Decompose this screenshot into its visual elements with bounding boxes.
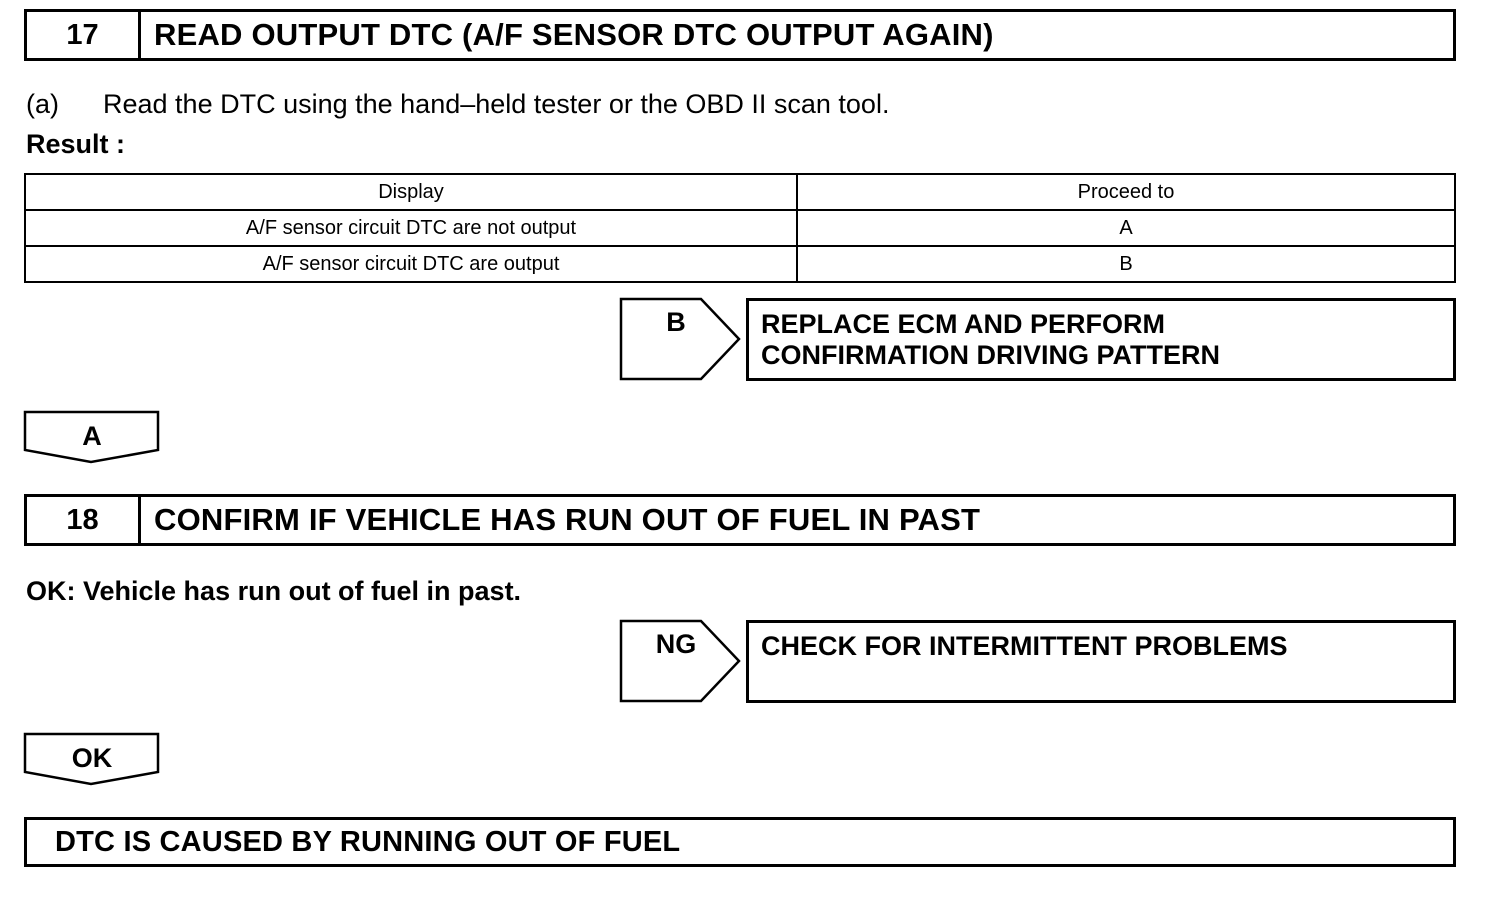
step-18-number: 18	[27, 497, 141, 543]
replace-ecm-action-box	[746, 298, 1456, 381]
table-cell-proceed: A	[797, 210, 1455, 246]
instruction-text: Read the DTC using the hand–held tester or the OBD II scan tool.	[103, 89, 890, 119]
check-intermittent-text: CHECK FOR INTERMITTENT PROBLEMS	[761, 631, 1288, 661]
table-row	[25, 246, 1455, 282]
result-label: Result :	[26, 129, 126, 159]
step-17-header	[24, 9, 1456, 61]
branch-b-label: B	[666, 307, 686, 337]
table-row	[25, 210, 1455, 246]
table-cell-proceed: B	[797, 246, 1455, 282]
final-result-box	[24, 817, 1456, 867]
final-result-text: DTC IS CAUSED BY RUNNING OUT OF FUEL	[55, 825, 681, 858]
replace-ecm-line-1: REPLACE ECM AND PERFORM	[761, 309, 1166, 339]
step-17-number: 17	[27, 12, 141, 58]
step-18-title: CONFIRM IF VEHICLE HAS RUN OUT OF FUEL IN PAST	[154, 502, 981, 537]
table-cell-display: A/F sensor circuit DTC are not output	[25, 210, 797, 246]
branch-ng-label: NG	[655, 629, 697, 659]
table-header-row	[25, 174, 1455, 210]
table-header-proceed: Proceed to	[797, 174, 1455, 210]
instruction-marker: (a)	[26, 89, 59, 119]
table-header-display: Display	[25, 174, 797, 210]
table-cell-display: A/F sensor circuit DTC are output	[25, 246, 797, 282]
result-table	[24, 173, 1456, 283]
replace-ecm-line-2: CONFIRMATION DRIVING PATTERN	[761, 340, 1220, 370]
branch-ok-label: OK	[71, 743, 113, 773]
check-intermittent-action-box	[746, 620, 1456, 703]
step-17-title: READ OUTPUT DTC (A/F SENSOR DTC OUTPUT AGAIN)	[154, 17, 994, 52]
step-18-header	[24, 494, 1456, 546]
ok-condition: OK: Vehicle has run out of fuel in past.	[26, 576, 522, 606]
branch-a-label: A	[82, 421, 102, 451]
